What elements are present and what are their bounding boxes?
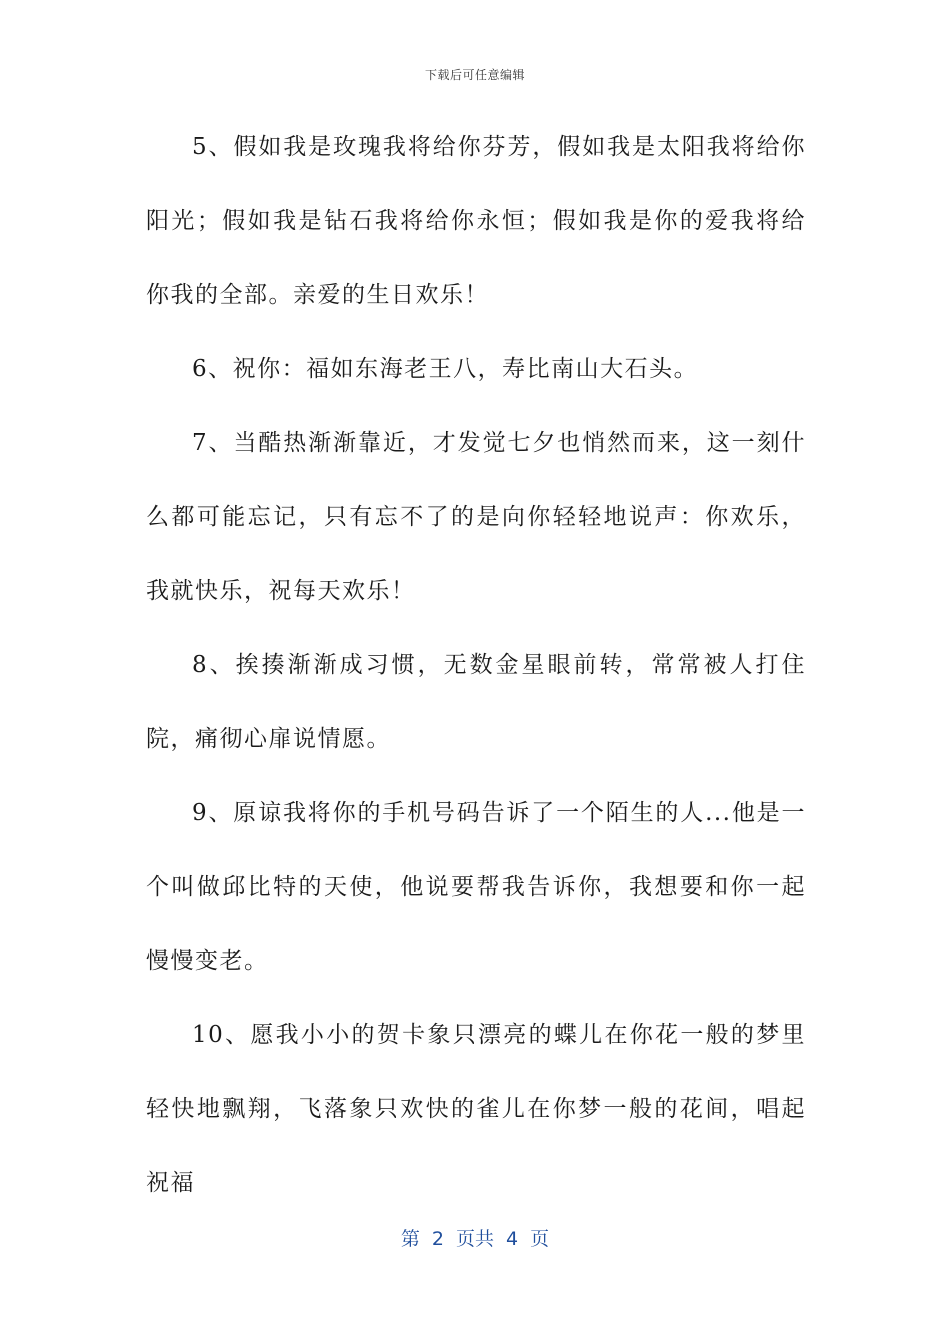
footer-suffix: 页	[530, 1228, 550, 1250]
paragraph-9: 9、原谅我将你的手机号码告诉了一个陌生的人...他是一个叫做邱比特的天使，他说要帮我告诉你，我想要和你一起慢慢变老。	[146, 800, 806, 974]
footer-middle: 页共	[455, 1228, 494, 1250]
paragraph-10: 10、愿我小小的贺卡象只漂亮的蝶儿在你花一般的梦里轻快地飘翔，飞落象只欢快的雀儿在你梦一般的花间，唱起祝福	[146, 1022, 806, 1196]
footer-current-page: 2	[431, 1228, 444, 1250]
footer-total-pages: 4	[506, 1228, 519, 1250]
footer-prefix: 第	[400, 1228, 420, 1250]
document-body	[146, 110, 806, 1220]
page-header: 下载后可任意编辑	[424, 68, 525, 82]
paragraph-5: 5、假如我是玫瑰我将给你芬芳，假如我是太阳我将给你阳光；假如我是钻石我将给你永恒；假如我是你的爱我将给你我的全部。亲爱的生日欢乐！	[146, 134, 806, 308]
page-footer	[0, 1224, 950, 1251]
paragraph-8: 8、挨揍渐渐成习惯，无数金星眼前转，常常被人打住院，痛彻心扉说情愿。	[146, 652, 806, 752]
paragraph-6: 6、祝你：福如东海老王八，寿比南山大石头。	[192, 356, 699, 382]
paragraph-7: 7、当酷热渐渐靠近，才发觉七夕也悄然而来，这一刻什么都可能忘记，只有忘不了的是向你轻轻地说声：你欢乐，我就快乐，祝每天欢乐！	[146, 430, 806, 604]
